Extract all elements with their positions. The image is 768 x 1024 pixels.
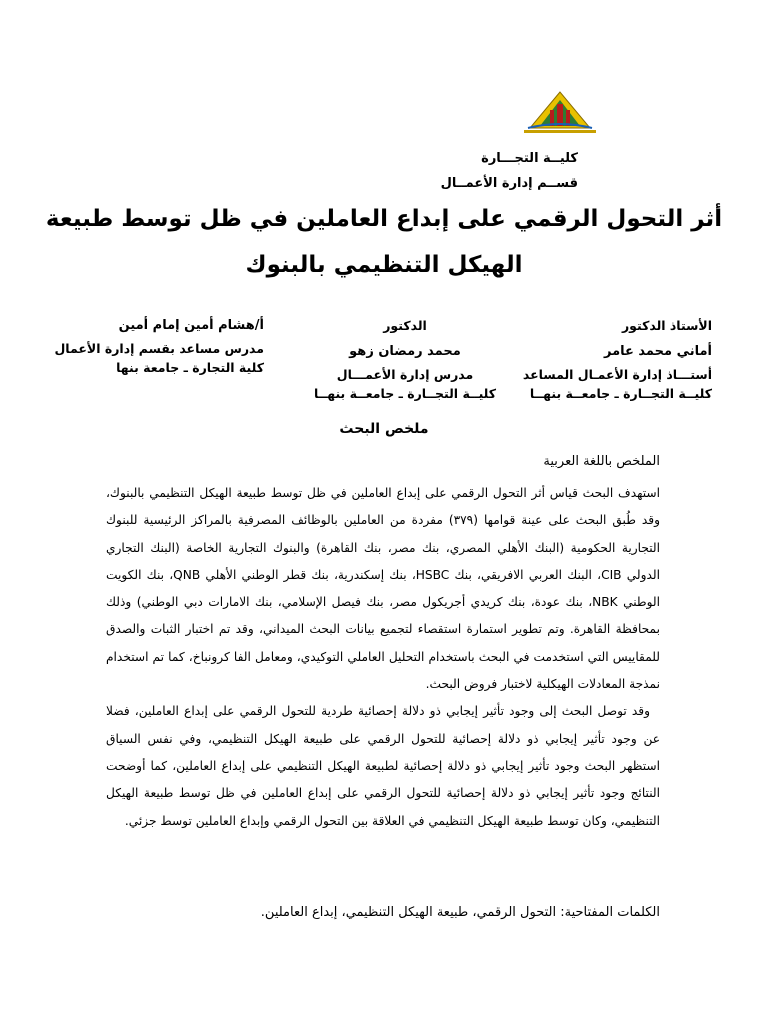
authors-block (30, 313, 738, 423)
university-logo-icon (520, 90, 600, 134)
author-position: أستـــاذ إدارة الأعمـال المساعد (522, 367, 712, 382)
abstract-paragraph-1: استهدف البحث قياس أثر التحول الرقمي على إبداع العاملين في ظل توسط طبيعة الهيكل التنظيمي بالبنوك، وقد طُبق البحث على عينة قوامها (٣٧٩) مفردة من العاملين بالوظائف المصرفية بالمراكز الرئيسية للبنوك التجارية الحكومية (البنك الأهلي المصري، بنك مصر، بنك القاهرة) والبنوك التجارية الخاصة (البنك التجاري الدولي CIB، البنك العربي الافريقي، بنك HSBC، بنك إسكندرية، بنك قطر الوطني الأهلي QNB، بنك الكويت الوطني NBK، بنك عودة، بنك كريدي أجريكول مصر، بنك فيصل الإسلامي، بنك الامارات دبي الوطني) وذلك بمحافظة القاهرة. وتم تطوير استمارة استقصاء لتجميع بيانات البحث الميداني، وقد تم اختبار الثبات والصدق للمقاييس التي استخدمت في البحث باستخدام التحليل العاملي التوكيدي، ومعامل الفا كرونباخ، كما تم استخدام نمذجة المعادلات الهيكلية لاختبار فروض البحث. (106, 486, 660, 692)
author-1 (523, 313, 712, 403)
faculty-name: كليــة التجـــارة (481, 151, 578, 166)
author-name: محمد رمضان زهو (349, 344, 461, 359)
author-position: مدرس إدارة الأعمـــال (336, 367, 474, 382)
author-3 (44, 313, 264, 377)
author-name: أماني محمد عامر (603, 344, 712, 359)
author-position: مدرس مساعد بقسم إدارة الأعمال (54, 341, 264, 356)
keywords-line (100, 905, 660, 920)
title-line-1: أثر التحول الرقمي على إبداع العاملين في ظل توسط طبيعة (45, 206, 723, 232)
author-rank: الدكتور (383, 318, 427, 333)
keywords-text: التحول الرقمي، طبيعة الهيكل التنظيمي، إبداع العاملين. (260, 905, 557, 920)
department-name: قســم إدارة الأعمــال (440, 176, 578, 191)
abstract-language-label: الملخص باللغة العربية (543, 454, 660, 469)
author-affiliation: كلية التجارة ـ جامعة بنها (116, 360, 264, 375)
author-2 (280, 313, 530, 403)
paper-title (0, 196, 768, 288)
title-line-2: الهيكل التنظيمي بالبنوك (245, 252, 523, 278)
author-rank: الأستاذ الدكتور (621, 318, 712, 333)
author-affiliation: كليــة التجــارة ـ جامعــة بنهــا (529, 386, 712, 401)
author-name: أ/هشام أمين إمام أمين (118, 318, 264, 333)
faculty-block (441, 146, 578, 196)
keywords-label: الكلمات المفتاحية: (560, 905, 660, 920)
abstract-paragraph-2: وقد توصل البحث إلى وجود تأثير إيجابي ذو دلالة إحصائية طردية للتحول الرقمي على إبداع العاملين، فضلا عن وجود تأثير إيجابي ذو دلالة إحصائية للتحول الرقمي على طبيعة الهيكل التنظيمي، وفي نفس السياق استظهر البحث وجود تأثير إيجابي ذو دلالة إحصائية لطبيعة الهيكل التنظيمي على إبداع العاملين، كما أوضحت النتائج وجود تأثير إيجابي ذو دلالة إحصائية للتحول الرقمي على إبداع العاملين في ظل توسط طبيعة الهيكل التنظيمي، وكان توسط طبيعة الهيكل التنظيمي في العلاقة بين التحول الرقمي وإبداع العاملين توسط جزئي. (106, 704, 660, 828)
author-affiliation: كليــة التجــارة ـ جامعــة بنهــا (313, 386, 497, 401)
abstract-body (106, 480, 660, 835)
abstract-heading: ملخص البحث (339, 421, 429, 437)
